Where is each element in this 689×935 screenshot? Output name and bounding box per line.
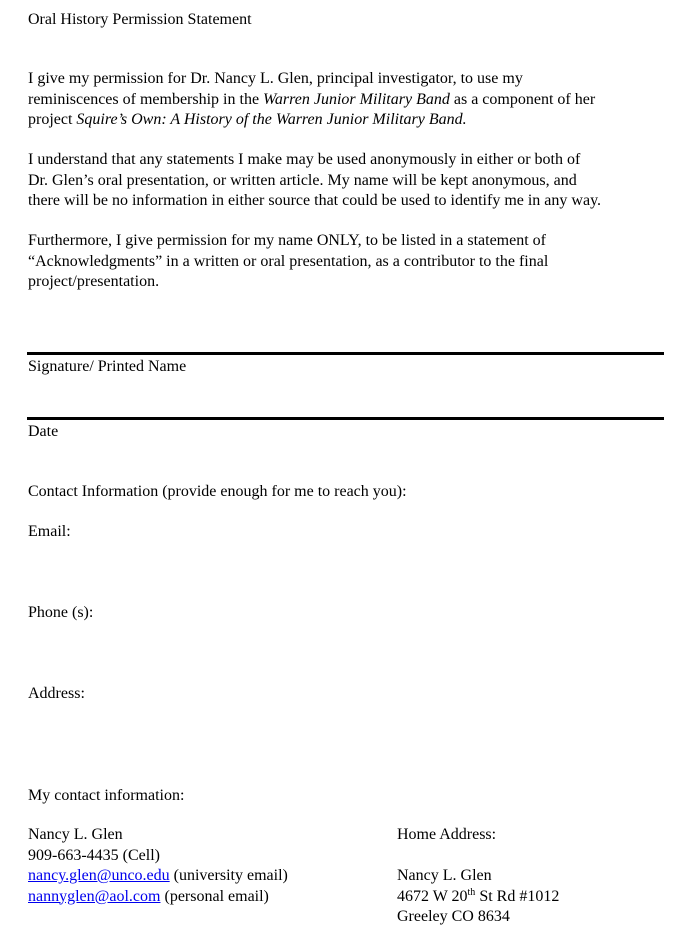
email-note: (personal email): [160, 887, 269, 905]
signature-label: Signature/ Printed Name: [28, 358, 187, 375]
band-name: Warren Junior Military Band: [263, 90, 450, 108]
email-note: (university email): [169, 867, 288, 884]
email-label: Email:: [28, 523, 71, 540]
paragraph-line: [28, 90, 678, 111]
contact-email-row: [28, 887, 288, 908]
anonymity-paragraph: [28, 150, 678, 212]
home-address-heading: Home Address:: [397, 826, 497, 843]
contact-phone: 909-663-4435 (Cell): [28, 846, 160, 864]
address-name: Nancy L. Glen: [397, 867, 492, 884]
home-address: [397, 825, 559, 928]
personal-email-link[interactable]: nannyglen@aol.com: [28, 887, 161, 905]
paragraph-line: Dr. Glen’s oral presentation, or written article. My name will be kept anonymous, and: [28, 171, 577, 189]
project-title: Squire’s Own: A History of the Warren Junior Military Band.: [76, 111, 467, 128]
address-city: Greeley CO 8634: [397, 908, 510, 925]
contact-name: Nancy L. Glen: [28, 826, 123, 843]
ordinal-suffix: th: [467, 886, 476, 898]
document-title: Oral History Permission Statement: [28, 11, 252, 28]
paragraph-line: I understand that any statements I make may be used anonymously in either or both of: [28, 151, 581, 168]
investigator-contact: [28, 825, 288, 907]
university-email-link[interactable]: nancy.glen@unco.edu: [28, 867, 170, 884]
text-segment: reminiscences of membership in the: [28, 90, 264, 108]
paragraph-line: “Acknowledgments” in a written or oral presentation, as a contributor to the final: [28, 252, 549, 270]
signature-line[interactable]: [27, 352, 664, 355]
date-line[interactable]: [27, 417, 664, 420]
phone-label: Phone (s):: [28, 604, 94, 621]
permission-paragraph: [28, 69, 678, 131]
paragraph-line: there will be no information in either source that could be used to identify me in any way.: [28, 192, 602, 209]
street-rest: St Rd #1012: [475, 887, 560, 905]
acknowledgment-paragraph: [28, 231, 678, 293]
address-street: [397, 887, 559, 908]
contact-email-row: [28, 866, 288, 887]
text-segment: as a component of her: [449, 90, 596, 108]
date-label: Date: [28, 423, 59, 440]
text-segment: project: [28, 111, 77, 128]
street-number: 4672 W 20: [397, 887, 468, 905]
address-label: Address:: [28, 685, 85, 702]
contact-heading: Contact Information (provide enough for me to reach you):: [28, 483, 407, 500]
paragraph-line: project/presentation.: [28, 273, 160, 290]
paragraph-line: Furthermore, I give permission for my name ONLY, to be listed in a statement of: [28, 232, 546, 249]
paragraph-line: [28, 110, 678, 131]
spacer: [397, 846, 559, 867]
paragraph-line: I give my permission for Dr. Nancy L. Glen, principal investigator, to use my: [28, 70, 523, 87]
my-contact-heading: My contact information:: [28, 787, 185, 804]
